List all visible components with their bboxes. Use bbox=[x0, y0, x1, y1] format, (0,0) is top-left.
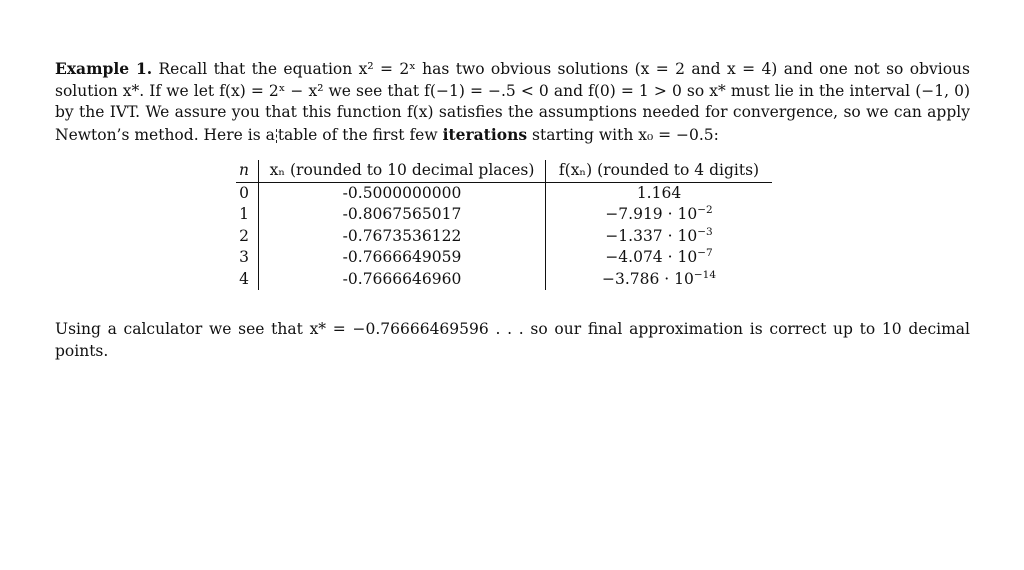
document-page bbox=[55, 58, 970, 362]
cell-x: -0.7666646960 bbox=[259, 269, 546, 291]
table-row bbox=[236, 182, 772, 204]
table-row bbox=[236, 204, 772, 226]
cell-x: -0.8067565017 bbox=[259, 204, 546, 226]
cell-f bbox=[546, 204, 773, 226]
table-row bbox=[236, 247, 772, 269]
example-paragraph bbox=[55, 58, 970, 146]
cell-n: 3 bbox=[236, 247, 259, 269]
text-cursor-icon bbox=[276, 129, 277, 143]
cell-f bbox=[546, 182, 773, 204]
example-text-2: table of the first few bbox=[277, 125, 438, 144]
cell-n: 4 bbox=[236, 269, 259, 291]
header-n: n bbox=[236, 160, 259, 182]
example-text-1: Recall that the equation x² = 2ˣ has two obvious solutions (x = 2 and x = 4) and one not so obvious solution x*. If we let f(x) = 2ˣ − x² we see that f(−1) = −.5 < 0 and f(0) = 1 > 0 so x* must lie in the interval (−1, 0) by the IVT. We assure you that this function f(x) satisfies the assumptions needed for convergence, so we can apply Newton’s method. Here is a bbox=[55, 60, 970, 144]
cell-f-exp: −7 bbox=[697, 247, 713, 259]
header-fxn: f(xₙ) (rounded to 4 digits) bbox=[546, 160, 773, 182]
table-row bbox=[236, 226, 772, 248]
cell-f bbox=[546, 247, 773, 269]
cell-x: -0.7666649059 bbox=[259, 247, 546, 269]
example-label: Example 1. bbox=[55, 59, 153, 78]
iteration-table bbox=[236, 160, 772, 290]
cell-x: -0.5000000000 bbox=[259, 182, 546, 204]
table-header-row bbox=[236, 160, 772, 182]
cell-f bbox=[546, 269, 773, 291]
header-xn: xₙ (rounded to 10 decimal places) bbox=[259, 160, 546, 182]
cell-f-base: −3.786 · 10 bbox=[601, 269, 694, 288]
example-bold-word: iterations bbox=[442, 124, 528, 144]
cell-f-base: −1.337 · 10 bbox=[605, 226, 698, 245]
cell-f-exp: −2 bbox=[697, 204, 713, 216]
cell-f-base: −4.074 · 10 bbox=[605, 248, 698, 266]
cell-n: 1 bbox=[236, 204, 259, 226]
cell-x: -0.7673536122 bbox=[259, 226, 546, 248]
cell-n: 0 bbox=[236, 182, 259, 204]
footer-paragraph: Using a calculator we see that x* = −0.76666469596 . . . so our final approximation is correct up to 10 decimal points. bbox=[55, 320, 970, 360]
cell-f-exp: −14 bbox=[693, 268, 717, 281]
cell-n: 2 bbox=[236, 226, 259, 248]
table-row bbox=[236, 269, 772, 291]
cell-f-base: −7.919 · 10 bbox=[605, 205, 698, 223]
iteration-table-wrap bbox=[236, 160, 970, 290]
cell-f-base: 1.164 bbox=[636, 183, 682, 202]
cell-f bbox=[546, 226, 773, 248]
example-text-3: starting with x₀ = −0.5: bbox=[532, 125, 719, 144]
cell-f-exp: −3 bbox=[697, 225, 713, 238]
